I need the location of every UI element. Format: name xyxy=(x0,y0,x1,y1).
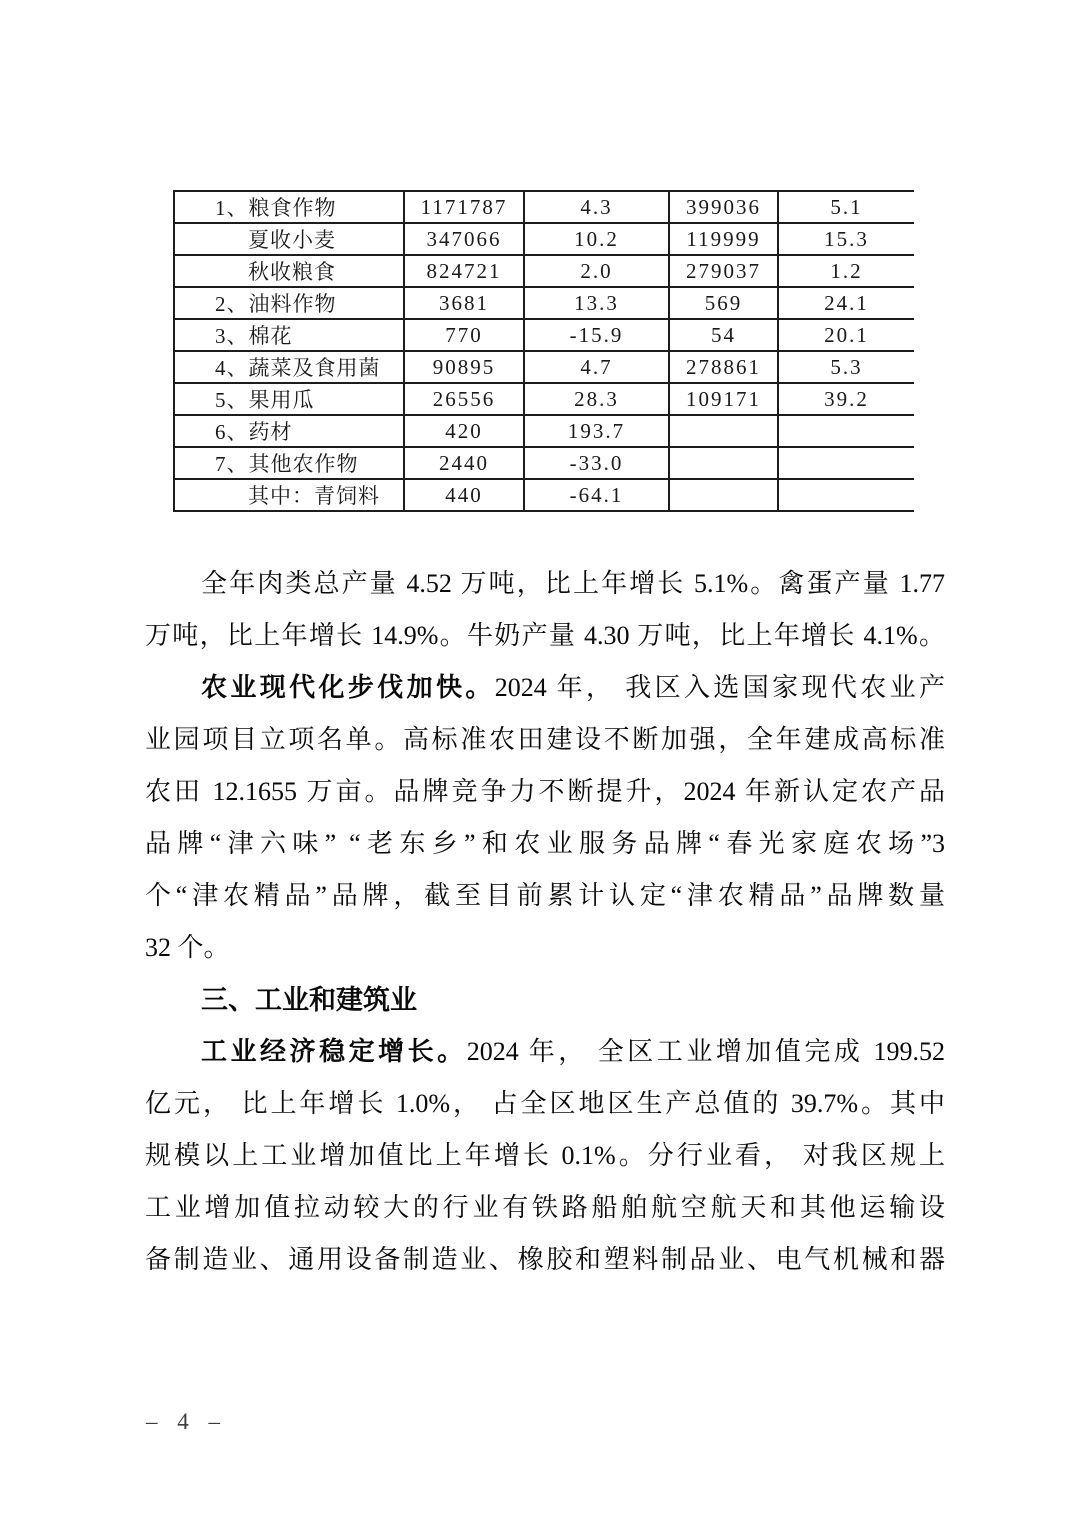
text-line: 工业增加值拉动较大的行业有铁路船舶航空航天和其他运输设 xyxy=(145,1193,945,1222)
text-line: 亿元， 比上年增长 1.0%， 占全区地区生产总值的 39.7%。其中 xyxy=(145,1089,945,1118)
table-cell-value: 15.3 xyxy=(778,223,914,255)
table-cell-value: 5.3 xyxy=(778,351,914,383)
table-row xyxy=(174,479,914,511)
table-cell-label: 7、其他农作物 xyxy=(174,447,404,479)
body-text xyxy=(145,558,945,1286)
table-cell-value: 2.0 xyxy=(524,255,669,287)
table-cell-value: 1171787 xyxy=(404,191,524,223)
text-line: 个“津农精品”品牌，截至目前累计认定“津农精品”品牌数量 xyxy=(145,881,945,910)
table-cell-value: 109171 xyxy=(669,383,778,415)
table-cell-label: 5、果用瓜 xyxy=(174,383,404,415)
table-cell-value: 4.7 xyxy=(524,351,669,383)
text-line: 备制造业、通用设备制造业、橡胶和塑料制品业、电气机械和器 xyxy=(145,1245,945,1274)
table-cell-value xyxy=(778,479,914,511)
table-cell-value xyxy=(669,447,778,479)
table-cell-value xyxy=(669,479,778,511)
table-row xyxy=(174,287,914,319)
table-cell-label: 其中：青饲料 xyxy=(174,479,404,511)
bold-lead: 工业经济稳定增长。 xyxy=(201,1037,467,1066)
table-row xyxy=(174,383,914,415)
table-cell-value: 399036 xyxy=(669,191,778,223)
table-row xyxy=(174,191,914,223)
text-line: 32 个。 xyxy=(145,933,230,962)
table-row xyxy=(174,223,914,255)
text-line: 规模以上工业增加值比上年增长 0.1%。分行业看， 对我区规上 xyxy=(145,1141,945,1170)
table-cell-value: 13.3 xyxy=(524,287,669,319)
table-cell-value: 279037 xyxy=(669,255,778,287)
bold-lead: 三、工业和建筑业 xyxy=(201,985,417,1015)
text-line: 工业经济稳定增长。2024 年， 全区工业增加值完成 199.52 xyxy=(201,1037,945,1066)
table-cell-value: 824721 xyxy=(404,255,524,287)
text-line: 品牌“津六味” “老东乡”和农业服务品牌“春光家庭农场”3 xyxy=(145,829,945,858)
table-cell-value: 2440 xyxy=(404,447,524,479)
text-line: 农田 12.1655 万亩。品牌竞争力不断提升，2024 年新认定农产品 xyxy=(145,777,945,806)
text-line: 万吨，比上年增长 14.9%。牛奶产量 4.30 万吨，比上年增长 4.1%。 xyxy=(145,621,945,650)
table-row xyxy=(174,351,914,383)
text-line: 业园项目立项名单。高标准农田建设不断加强，全年建成高标准 xyxy=(145,725,945,754)
table-row xyxy=(174,319,914,351)
crops-table-body xyxy=(174,191,914,511)
table-cell-value: 90895 xyxy=(404,351,524,383)
table-cell-value: 278861 xyxy=(669,351,778,383)
table-cell-label: 秋收粮食 xyxy=(174,255,404,287)
table-cell-value: 28.3 xyxy=(524,383,669,415)
table-cell-value: 1.2 xyxy=(778,255,914,287)
table-cell-value: 119999 xyxy=(669,223,778,255)
text-line: 农业现代化步伐加快。2024 年， 我区入选国家现代农业产 xyxy=(201,673,945,702)
table-cell-label: 2、油料作物 xyxy=(174,287,404,319)
crops-table xyxy=(173,190,914,512)
table-cell-value: 24.1 xyxy=(778,287,914,319)
table-cell-value: 26556 xyxy=(404,383,524,415)
table-cell-value: 20.1 xyxy=(778,319,914,351)
table-cell-value: 569 xyxy=(669,287,778,319)
table-cell-label: 1、粮食作物 xyxy=(174,191,404,223)
table-row xyxy=(174,415,914,447)
table-cell-value xyxy=(669,415,778,447)
table-cell-value: 440 xyxy=(404,479,524,511)
table-cell-label: 4、蔬菜及食用菌 xyxy=(174,351,404,383)
table-cell-value: 3681 xyxy=(404,287,524,319)
table-row xyxy=(174,447,914,479)
table-cell-value: 39.2 xyxy=(778,383,914,415)
table-cell-value: 4.3 xyxy=(524,191,669,223)
table-cell-value: -64.1 xyxy=(524,479,669,511)
table-cell-value xyxy=(778,415,914,447)
bold-lead: 农业现代化步伐加快。 xyxy=(201,673,495,702)
page-number: – 4 – xyxy=(146,1409,227,1434)
table-cell-label: 3、棉花 xyxy=(174,319,404,351)
table-cell-label: 6、药材 xyxy=(174,415,404,447)
table-cell-value: 420 xyxy=(404,415,524,447)
table-cell-value: -15.9 xyxy=(524,319,669,351)
section-heading xyxy=(145,974,945,1026)
table-cell-value: 347066 xyxy=(404,223,524,255)
table-cell-value xyxy=(778,447,914,479)
table-cell-value: 10.2 xyxy=(524,223,669,255)
text-line: 全年肉类总产量 4.52 万吨，比上年增长 5.1%。禽蛋产量 1.77 xyxy=(201,569,945,598)
table-cell-label: 夏收小麦 xyxy=(174,223,404,255)
table-cell-value: 193.7 xyxy=(524,415,669,447)
table-cell-value: 5.1 xyxy=(778,191,914,223)
table-cell-value: 54 xyxy=(669,319,778,351)
table-cell-value: -33.0 xyxy=(524,447,669,479)
table-row xyxy=(174,255,914,287)
table-cell-value: 770 xyxy=(404,319,524,351)
